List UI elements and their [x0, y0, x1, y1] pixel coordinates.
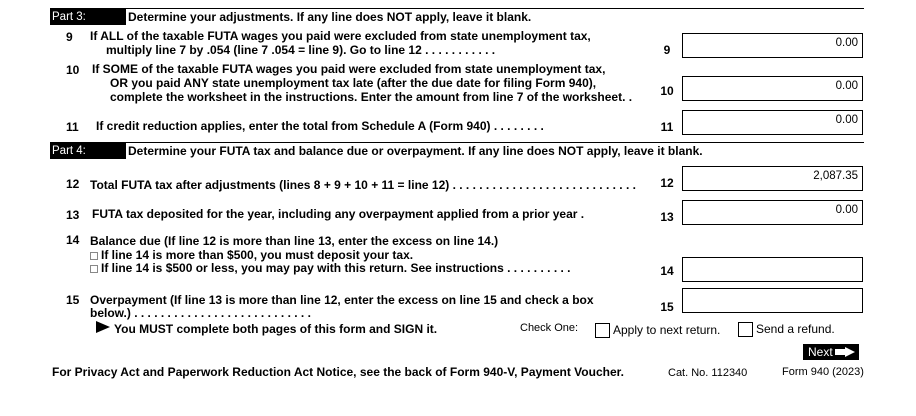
- line13-text: FUTA tax deposited for the year, including any overpayment applied from a prior year .: [92, 207, 585, 221]
- send-refund-checkbox[interactable]: [738, 322, 753, 337]
- part3-header: [50, 8, 864, 25]
- line15-amount-field[interactable]: [682, 288, 863, 313]
- next-button-label: Next: [808, 345, 833, 359]
- next-arrow-icon: [835, 347, 855, 357]
- sign-note: You MUST complete both pages of this form and SIGN it.: [114, 322, 438, 336]
- line10-box-label: 10: [660, 84, 674, 98]
- line9-text-2: multiply line 7 by .054 (line 7 .054 = line 9). Go to line 12 . . . . . . . . . . .: [106, 43, 496, 57]
- line14-bullet-2: [90, 261, 570, 276]
- line10-amount-field[interactable]: 0.00: [682, 76, 863, 101]
- line15-text-2: below.) . . . . . . . . . . . . . . . . . . . . . . . . . . .: [90, 306, 311, 320]
- line10-number: 10: [66, 63, 80, 77]
- apply-next-return-label[interactable]: Apply to next return.: [613, 323, 721, 337]
- line14-amount-field[interactable]: [682, 257, 863, 282]
- line13-number: 13: [66, 208, 80, 222]
- line14-text-3: If line 14 is $500 or less, you may pay with this return. See instructions . . . . . . . . . .: [101, 261, 571, 275]
- line11-box-label: 11: [660, 120, 674, 134]
- check-one-label: Check One:: [520, 322, 579, 334]
- line9-text-1: If ALL of the taxable FUTA wages you paid were excluded from state unemployment tax,: [90, 29, 591, 43]
- part4-title: Determine your FUTA tax and balance due or overpayment. If any line does NOT apply, leave it blank.: [128, 144, 703, 158]
- part3-title: Determine your adjustments. If any line does NOT apply, leave it blank.: [128, 10, 532, 24]
- next-button[interactable]: [803, 344, 859, 360]
- line12-box-label: 12: [660, 176, 674, 190]
- apply-next-return-checkbox[interactable]: [595, 323, 610, 338]
- part4-header: [50, 142, 864, 159]
- line11-amount-field[interactable]: 0.00: [682, 110, 863, 135]
- line14-text-1: Balance due (If line 12 is more than line 13, enter the excess on line 14.): [90, 234, 499, 248]
- line13-amount-field[interactable]: 0.00: [682, 200, 863, 225]
- catalog-number: Cat. No. 112340: [668, 367, 748, 379]
- line15-number: 15: [66, 293, 80, 307]
- line9-number: 9: [66, 30, 73, 44]
- line13-box-label: 13: [660, 210, 674, 224]
- line15-text-1: Overpayment (If line 13 is more than line 12, enter the excess on line 15 and check a box: [90, 293, 594, 307]
- line15-box-label: 15: [660, 300, 674, 314]
- line12-number: 12: [66, 177, 80, 191]
- line14-box-label: 14: [660, 264, 674, 278]
- privacy-notice: For Privacy Act and Paperwork Reduction Act Notice, see the back of Form 940-V, Payment Voucher.: [52, 365, 624, 379]
- form-id: Form 940 (2023): [782, 366, 864, 378]
- line9-amount-field[interactable]: 0.00: [682, 33, 863, 58]
- part4-tag: Part 4:: [50, 143, 126, 159]
- line10-text-3: complete the worksheet in the instructions. Enter the amount from line 7 of the worksheet. .: [110, 90, 633, 104]
- part3-tag: Part 3:: [50, 9, 126, 25]
- arrow-right-icon: [96, 321, 110, 333]
- line10-text-1: If SOME of the taxable FUTA wages you paid were excluded from state unemployment tax,: [92, 62, 606, 76]
- square-bullet-icon: [90, 265, 98, 273]
- square-bullet-icon: [90, 252, 98, 260]
- line10-text-2: OR you paid ANY state unemployment tax late (after the due date for filing Form 940),: [110, 76, 597, 90]
- line9-box-label: 9: [663, 43, 671, 57]
- line14-number: 14: [66, 233, 80, 247]
- line12-amount-field[interactable]: 2,087.35: [682, 166, 863, 191]
- send-refund-label[interactable]: Send a refund.: [756, 322, 835, 336]
- line14-text-2: If line 14 is more than $500, you must deposit your tax.: [101, 248, 414, 262]
- line11-number: 11: [66, 120, 79, 134]
- line11-text: If credit reduction applies, enter the total from Schedule A (Form 940) . . . . . . . .: [96, 119, 544, 133]
- line12-text: Total FUTA tax after adjustments (lines 8 + 9 + 10 + 11 = line 12) . . . . . . . . . . . . . . . . . . . . . . . . . . . .: [90, 178, 636, 192]
